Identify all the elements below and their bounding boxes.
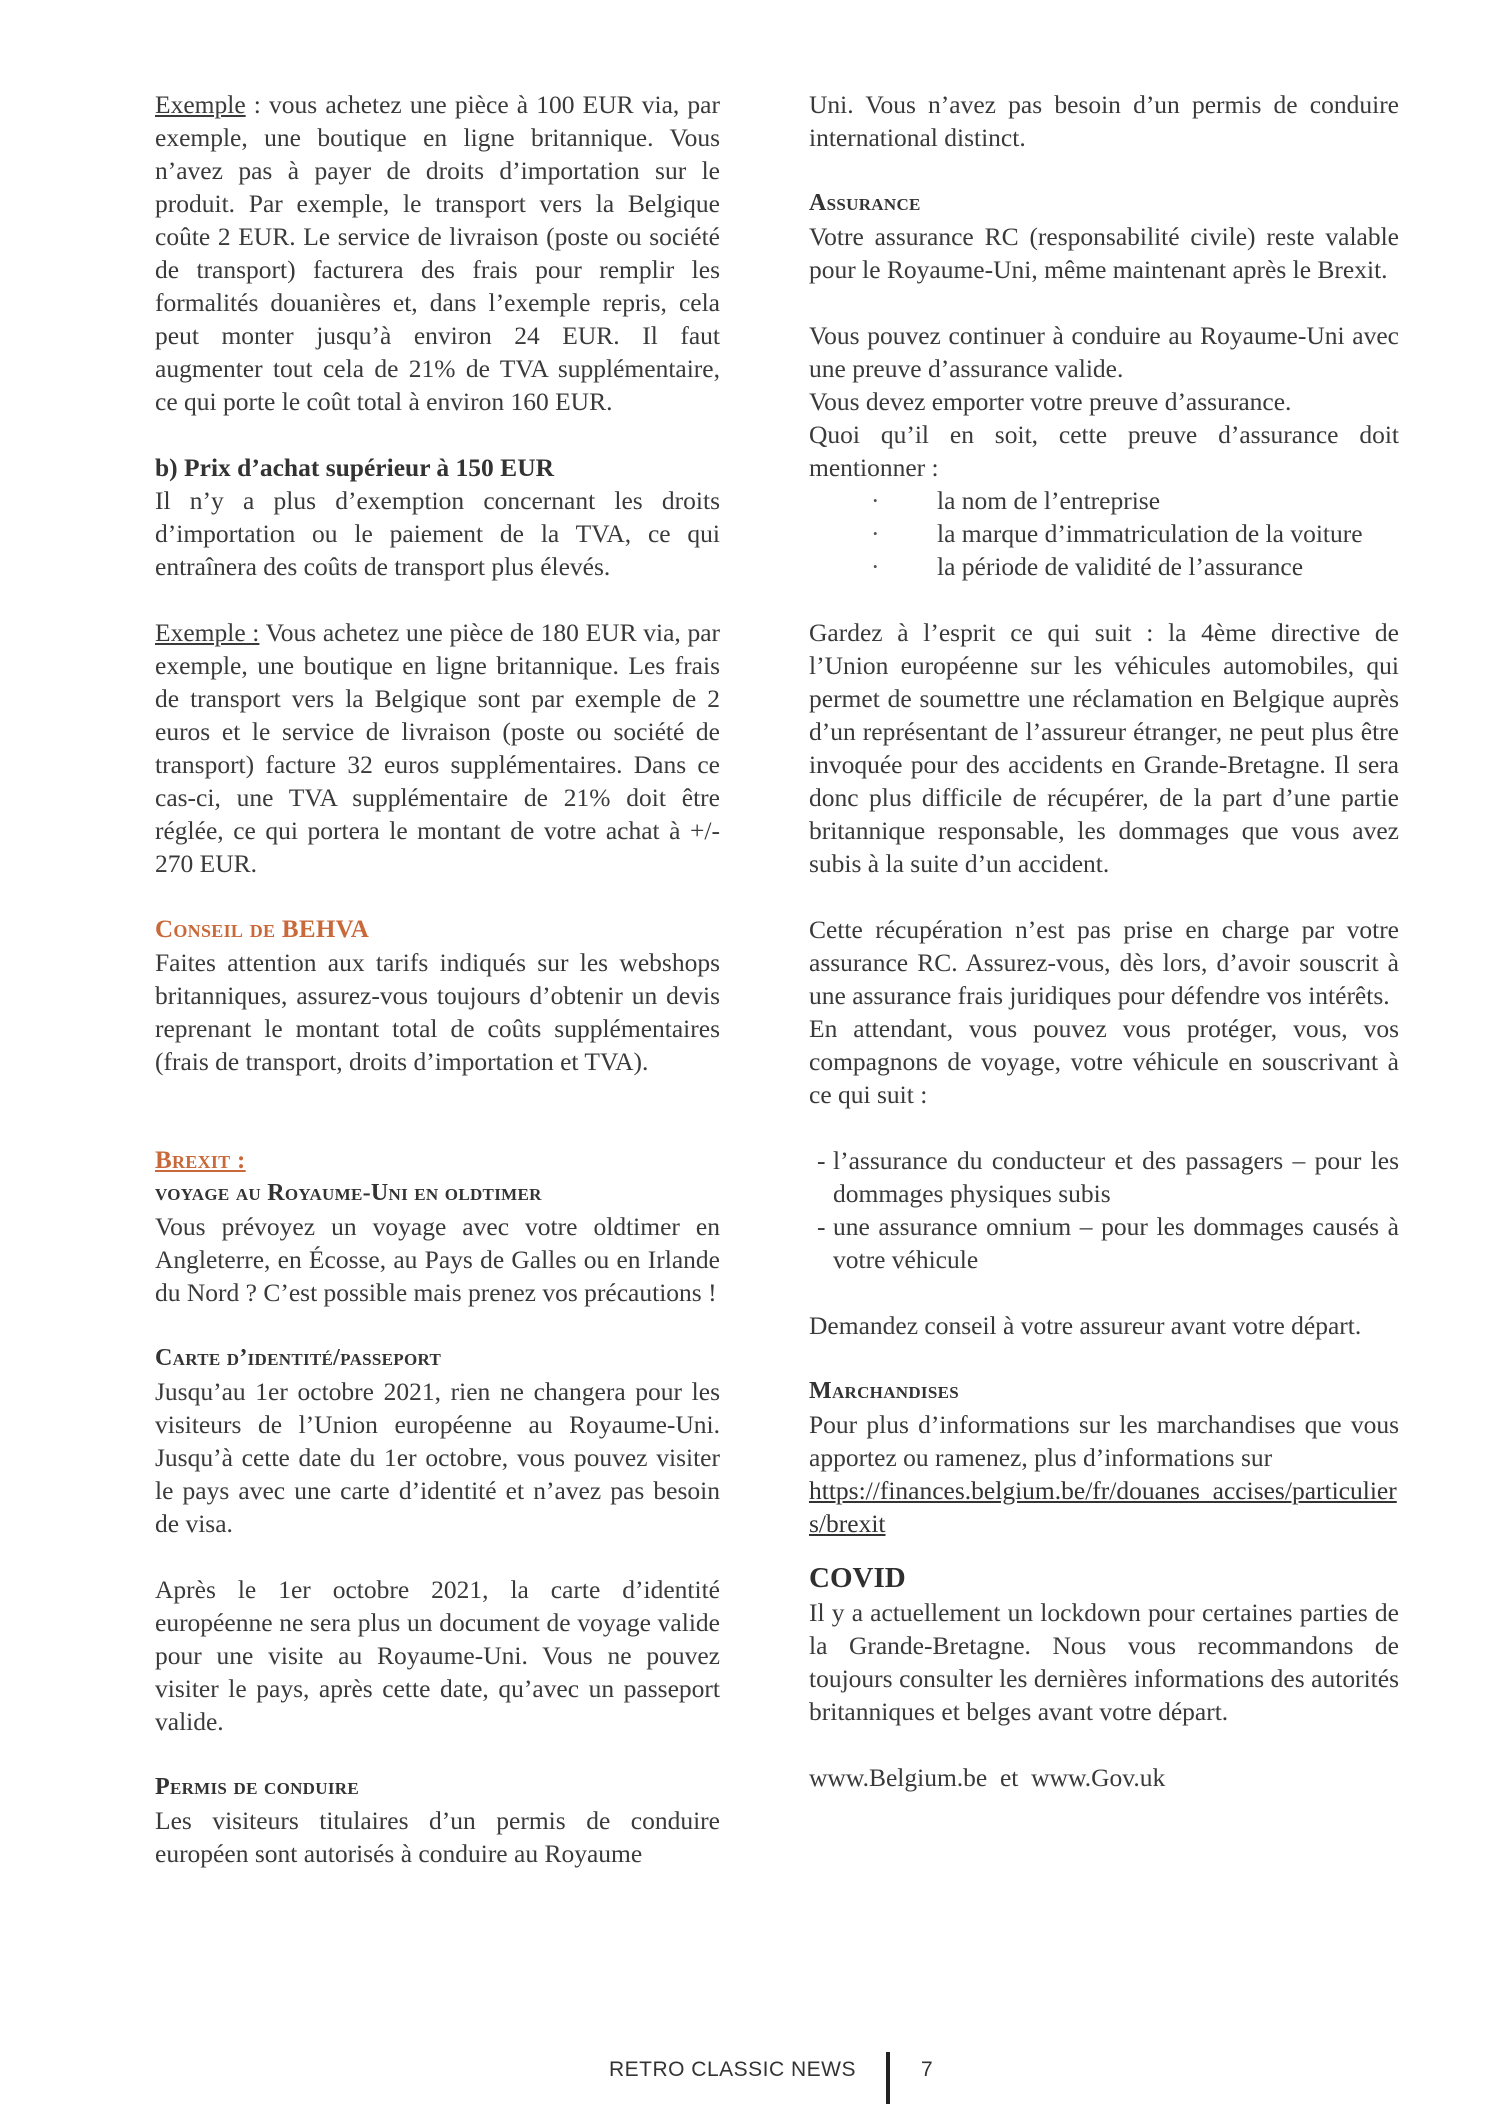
example-1-paragraph [155, 88, 720, 418]
permis-title: Permis de conduire [155, 1774, 359, 1800]
websites-text: www.Belgium.be et www.Gov.uk [809, 1763, 1166, 1792]
carte-text-1: Jusqu’au 1er octobre 2021, rien ne changera pour les visiteurs de l’Union européenne au Royaume-Uni. Jusqu’à cette date du 1er octobre, vous pouvez visiter le pays avec une carte d’identité et n’avez pas besoin de visa. [155, 1377, 720, 1538]
page-number: 7 [921, 2058, 933, 2081]
list-item: - l’assurance du conducteur et des passagers – pour les dommages physiques subis [833, 1144, 1399, 1210]
assurance-p2a: Vous pouvez continuer à conduire au Royaume-Uni avec une preuve d’assurance valide. [809, 321, 1399, 383]
list-item: · la période de validité de l’assurance [937, 550, 1399, 583]
permis-continued: Uni. Vous n’avez pas besoin d’un permis de conduire international distinct. [809, 90, 1399, 152]
voyage-text: Vous prévoyez un voyage avec votre oldtimer en Angleterre, en Écosse, au Pays de Galles ou en Irlande du Nord ? C’est possible mais prenez vos précautions ! [155, 1212, 720, 1307]
covid-title: COVID [809, 1562, 906, 1594]
example-1-label: Exemple [155, 90, 246, 119]
douanes-link[interactable]: https://finances.belgium.be/fr/douanes_accises/particuliers/brexit [809, 1476, 1397, 1538]
list-item: · la marque d’immatriculation de la voiture [937, 517, 1399, 550]
permis-text: Les visiteurs titulaires d’un permis de conduire européen sont autorisés à conduire au Royaume [155, 1806, 720, 1868]
example-1-text: : vous achetez une pièce à 100 EUR via, par exemple, une boutique en ligne britannique. Vous n’avez pas à payer de droits d’importation sur le produit. Par exemple, le transport vers la Belgique coûte 2 EUR. Le service de livraison (poste ou société de transport) facturera des frais pour remplir les formalités douanières et, dans l’exemple repris, cela peut monter jusqu’à environ 24 EUR. Il faut augmenter tout cela de 21% de TVA supplémentaire, ce qui porte le coût total à environ 160 EUR. [155, 90, 720, 416]
magazine-name: RETRO CLASSIC NEWS [608, 2058, 856, 2081]
demandez-text: Demandez conseil à votre assureur avant votre départ. [809, 1311, 1362, 1340]
assurance-p2b: Vous devez emporter votre preuve d’assurance. [809, 387, 1292, 416]
assurance-title: Assurance [809, 190, 921, 216]
section-b-text: Il n’y a plus d’exemption concernant les droits d’importation ou le paiement de la TVA, ce qui entraînera des coûts de transport plus élevés. [155, 486, 720, 581]
example-2-text: Vous achetez une pièce de 180 EUR via, par exemple, une boutique en ligne britannique. Les frais de transport vers la Belgique sont par exemple de 2 euros et le service de livraison (poste ou société de transport) facture 32 euros supplémentaires. Dans ce cas-ci, une TVA supplémentaire de 21% doit être réglée, ce qui portera le montant de votre achat à +/- 270 EUR. [155, 618, 721, 878]
carte-title: Carte d’identité/passeport [155, 1345, 442, 1371]
carte-text-2: Après le 1er octobre 2021, la carte d’identité européenne ne sera plus un document de voyage valide pour une visite au Royaume-Uni. Vous ne pouvez visiter le pays, après cette date, qu’avec un passeport valide. [155, 1575, 720, 1736]
marchandises-text: Pour plus d’informations sur les marchandises que vous apportez ou ramenez, plus d’informations sur [809, 1410, 1399, 1472]
list-item: · la nom de l’entreprise [937, 484, 1399, 517]
right-column [809, 88, 1399, 1794]
conseil-text: Faites attention aux tarifs indiqués sur les webshops britanniques, assurez-vous toujours d’obtenir un devis reprenant le montant total de coûts supplémentaires (frais de transport, droits d’importation et TVA). [155, 948, 720, 1076]
voyage-title: voyage au Royaume-Uni en oldtimer [155, 1180, 542, 1206]
insurance-dash-list [809, 1144, 1399, 1276]
marchandises-title: Marchandises [809, 1378, 960, 1404]
brexit-title: Brexit : [155, 1147, 246, 1174]
example-2-label: Exemple : [155, 618, 260, 647]
assurance-p2c: Quoi qu’il en soit, cette preuve d’assurance doit mentionner : [809, 420, 1399, 482]
page-footer [0, 2052, 1494, 2102]
footer-divider [886, 2052, 890, 2104]
list-item: - une assurance omnium – pour les dommages causés à votre véhicule [833, 1210, 1399, 1276]
gardez-text: Gardez à l’esprit ce qui suit : la 4ème directive de l’Union européenne sur les véhicules automobiles, qui permet de soumettre une réclamation en Belgique auprès d’un représentant de l’assureur étranger, ne peut plus être invoquée pour des accidents en Grande-Bretagne. Il sera donc plus difficile de récupérer, de la part d’une partie britannique responsable, les dommages que vous avez subis à la suite d’un accident. [809, 618, 1399, 878]
assurance-text: Votre assurance RC (responsabilité civile) reste valable pour le Royaume-Uni, même maintenant après le Brexit. [809, 222, 1399, 284]
section-b-title: b) Prix d’achat supérieur à 150 EUR [155, 453, 555, 482]
example-2-paragraph [155, 616, 720, 880]
attendant-text: En attendant, vous pouvez vous protéger, vous, vos compagnons de voyage, votre véhicule en souscrivant à ce qui suit : [809, 1014, 1399, 1109]
covid-text: Il y a actuellement un lockdown pour certaines parties de la Grande-Bretagne. Nous vous recommandons de toujours consulter les dernières informations des autorités britanniques et belges avant votre départ. [809, 1598, 1399, 1726]
recuperation-text: Cette récupération n’est pas prise en charge par votre assurance RC. Assurez-vous, dès lors, d’avoir souscrit à une assurance frais juridiques pour défendre vos intérêts. [809, 915, 1399, 1010]
conseil-title: Conseil de BEHVA [155, 916, 370, 943]
assurance-bullet-list [809, 484, 1399, 583]
left-column [155, 88, 720, 1870]
